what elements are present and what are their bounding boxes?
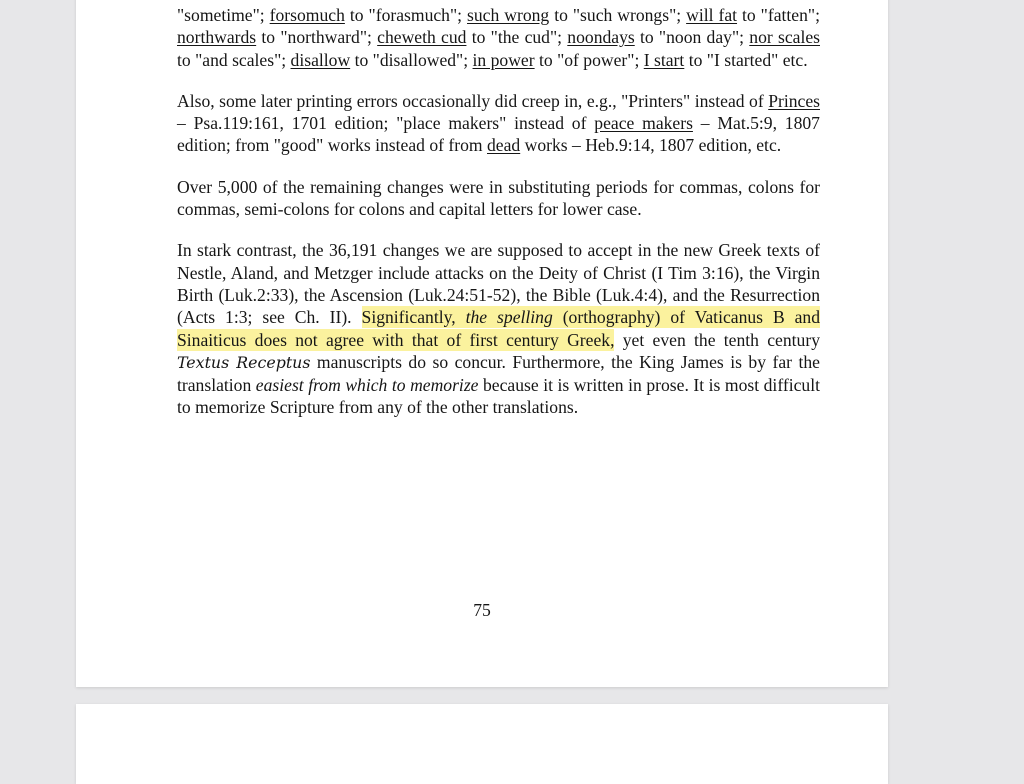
paragraph-punctuation-changes <box>177 176 820 221</box>
underlined-term: forsomuch <box>269 5 345 25</box>
text-run: to "fatten"; <box>737 5 820 25</box>
text-run: "sometime"; <box>177 5 270 25</box>
text-run: to "the cud"; <box>466 27 568 48</box>
paragraph-spelling-changes <box>177 4 820 71</box>
text-run: to "of power"; <box>534 49 644 70</box>
underlined-term: in power <box>472 49 535 70</box>
text-run: to "such wrongs"; <box>549 5 687 25</box>
text-run: Also, some later printing errors occasionally did creep in, e.g., "Printers" instead of <box>177 90 769 111</box>
underlined-term: cheweth cud <box>377 27 467 48</box>
text-run: Over 5,000 of the remaining changes were in substituting periods for commas, colons for commas, semi-colons for colons and capital letters for lower case. <box>177 176 820 220</box>
text-run: to "and scales"; <box>177 49 291 70</box>
underlined-term: nor scales <box>749 27 820 48</box>
highlighted-text: Significantly, <box>361 307 466 328</box>
text-run: yet even the tenth century <box>614 329 820 350</box>
text-run: manuscripts do so concur. Furthermore, the King James is by far the translation <box>177 351 820 396</box>
highlighted-text: the spelling <box>465 307 553 328</box>
highlighted-text: (orthography) of Vaticanus B and Sinaiticus does not agree with that of first century Greek, <box>177 307 821 350</box>
text-run: to "forasmuch"; <box>344 5 468 25</box>
italic-text: easiest from which to memorize <box>255 375 479 396</box>
text-run: In stark contrast, the 36,191 changes we are supposed to accept in the new Greek texts of Nestle, Aland, and Metzger include attacks on the Deity of Christ (I Tim 3:16), the Virgin Birth (Luk.2:33), the Ascension (Luk.24:51-52), the Bible (Luk.4:4), and the Resurrection (Acts 1:3; see Ch. II). <box>177 240 820 328</box>
underlined-term: will fat <box>686 5 738 25</box>
italic-title: Textus Receptus <box>177 352 311 372</box>
underlined-term: northwards <box>177 27 257 48</box>
text-run: to "northward"; <box>256 27 378 48</box>
underlined-term: dead <box>487 135 521 156</box>
text-run: – Mat.5:9, 1807 edition; from "good" works instead of from <box>177 113 820 156</box>
underlined-term: I start <box>643 49 685 70</box>
text-run: – Psa.119:161, 1701 edition; "place makers" instead of <box>177 113 595 134</box>
text-run: to "noon day"; <box>634 27 750 48</box>
text-run: because it is written in prose. It is most difficult to memorize Scripture from any of the other translations. <box>177 375 820 418</box>
paragraph-greek-texts <box>177 239 820 418</box>
next-document-page <box>76 704 888 784</box>
paragraph-printing-errors <box>177 90 820 157</box>
page-body <box>177 4 820 438</box>
underlined-term: such wrong <box>467 5 550 25</box>
text-run: works – Heb.9:14, 1807 edition, etc. <box>520 135 782 156</box>
text-run: to "I started" etc. <box>684 49 808 70</box>
text-run: to "disallowed"; <box>350 49 473 70</box>
underlined-term: disallow <box>290 49 351 70</box>
document-page <box>76 0 888 687</box>
underlined-term: Princes <box>768 90 820 111</box>
page-number: 75 <box>473 600 491 620</box>
underlined-term: peace makers <box>594 113 693 134</box>
underlined-term: noondays <box>567 27 635 48</box>
